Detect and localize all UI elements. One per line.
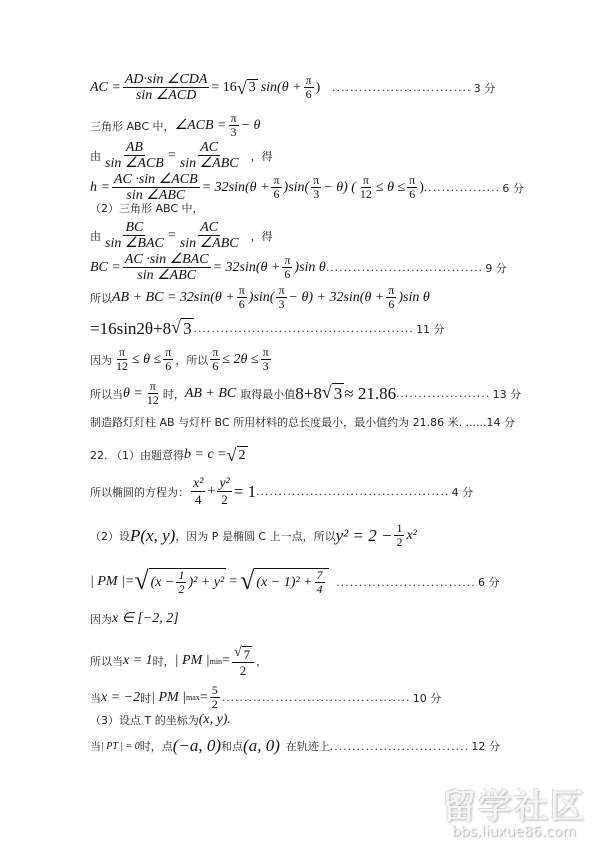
leader-dots: ............................... — [332, 80, 472, 94]
q22-part2: （2）设 P(x, y) ，因为 P 是椭圆 C 上一点，所以 y² = 2 − $\frac{1}{2}$ x² — [90, 521, 417, 549]
sqrt: √ 3 — [236, 77, 256, 98]
watermark — [442, 779, 586, 840]
leader-dots: ............................... — [336, 574, 477, 589]
formula-ac: AC = $\frac{\text{AD·sin ∠CDA}}{\text{sin ∠ACD}}$ = 16 √ 3 sin(θ + $\frac{\pi}{6}$ ) ............................... 3 分 — [90, 72, 496, 103]
formula-simplified: =16sin2θ+8 √ 3 ................................................. 11 分 — [90, 317, 445, 338]
score-label: 6 分 — [478, 576, 500, 589]
formula-h: h = $\frac{\text{AC ·sin ∠ACB}}{\text{sin ∠ABC}}$ = 32sin(θ + $\frac{\pi}{6}$ )sin( $\frac{\pi}{3}$ − θ) ( $\frac{\pi}{12}$ ≤ θ ≤ $\frac{\pi}{6}$ ) ................. 6 分 — [90, 172, 524, 203]
pm-max: 当 x = −2 时 | PM | max = $\frac{5}{2}$ .......................................... 10 分 — [90, 683, 442, 711]
watermark-url: bbs.liuxue86.com — [451, 824, 577, 840]
watermark-logo: 留学社区 — [442, 787, 586, 827]
leader-dots: ..................... — [396, 386, 491, 400]
ellipse-equation: 所以椭圆的方程为： $\frac{\text{x²}}{4}$ + $\frac{\text{y²}}{2}$ = 1 ........................................... 4 分 — [90, 476, 474, 507]
leader-dots: .......................................... — [221, 690, 411, 704]
score-label: 12 分 — [471, 740, 500, 753]
sine-law-2: 由 $\frac{BC}{\text{sin ∠BAC}}$ = $\frac{AC}{\text{sin ∠ABC}}$ ，得 — [90, 220, 273, 251]
score-label: 6 分 — [502, 181, 524, 195]
leader-dots: ........................................... — [256, 484, 450, 498]
conclusion-q21: 制造路灯灯柱 AB 与灯杆 BC 所用材料的总长度最小，最小值约为 21.86 米. ......14 分 — [90, 416, 516, 429]
score-label: 13 分 — [492, 387, 522, 401]
score-label: 9 分 — [485, 261, 507, 275]
sqrt: √ 2 — [226, 445, 246, 465]
formula-pm: | PM |= √ (x − $\frac{1}{2}$ )² + y² = √ (x − 1)² + $\frac{7}{4}$ ............................... 6 分 — [90, 566, 500, 596]
range-theta: 因为 $\frac{\pi}{12}$ ≤ θ ≤ $\frac{\pi}{6}$ ，所以 $\frac{\pi}{6}$ ≤ 2θ ≤ $\frac{\pi}{3}$ — [90, 345, 269, 373]
trajectory-points: 当 | PT | = 0 时，点 (−a, 0) 和点 (a, 0) 在轨迹上 ............................... 12 分 — [90, 736, 500, 755]
sqrt: √ (x − 1)² + $\frac{7}{4}$ — [240, 568, 328, 596]
q22-part1: 22. （1）由题意得 b = c = √ 2 — [90, 445, 246, 465]
score-label: 10 分 — [412, 691, 442, 705]
leader-dots: ................................... — [325, 260, 484, 274]
formula-sum: 所以 AB + BC = 32sin(θ + $\frac{\pi}{6}$ )sin( $\frac{\pi}{3}$ − θ) + 32sin(θ + $\frac{\pi}{6}$ )sin θ — [90, 283, 430, 311]
score-label: 3 分 — [473, 81, 496, 95]
sqrt: √ (x − $\frac{1}{2}$ )² + y² — [134, 566, 225, 596]
score-label: 4 分 — [451, 485, 474, 499]
fraction: $\frac{\text{AD·sin ∠CDA}}{\text{sin ∠ACD}}$ — [124, 72, 208, 103]
minimum-value: 所以当 θ = $\frac{\pi}{12}$ 时， AB + BC 取得最小值 8+8 √ 3 ≈ 21.86 ..................... 13 分 — [90, 379, 522, 407]
part-2-heading: （2）三角形 ABC 中， — [90, 202, 204, 215]
sqrt: √ 3 — [171, 317, 192, 338]
sqrt: √ 3 — [321, 382, 343, 403]
leader-dots: ................. — [423, 180, 501, 194]
score-label: 11 分 — [416, 322, 445, 336]
angle-acb: 三角形 ABC 中， ∠ACB = $\frac{\pi}{3}$ − θ — [90, 111, 261, 139]
formula-bc: BC = $\frac{\text{AC ·sin ∠BAC}}{\text{sin ∠ABC}}$ = 32sin(θ + $\frac{\pi}{6}$ )sin θ ................................... 9 分 — [90, 252, 507, 283]
leader-dots: ............................... — [329, 738, 470, 753]
x-domain: 因为 x ∈ [−2, 2] — [90, 611, 179, 626]
sine-law-1: 由 $\frac{AB}{\text{sin ∠ACB}}$ = $\frac{AC}{\text{sin ∠ABC}}$ ，得 — [90, 140, 273, 171]
q22-part3: （3）设点 T 的坐标为 (x, y). — [90, 712, 231, 727]
leader-dots: ................................................. — [193, 321, 415, 335]
pm-min: 所以当 x = 1 时， | PM | min = √ 7 2 ， — [90, 645, 268, 678]
